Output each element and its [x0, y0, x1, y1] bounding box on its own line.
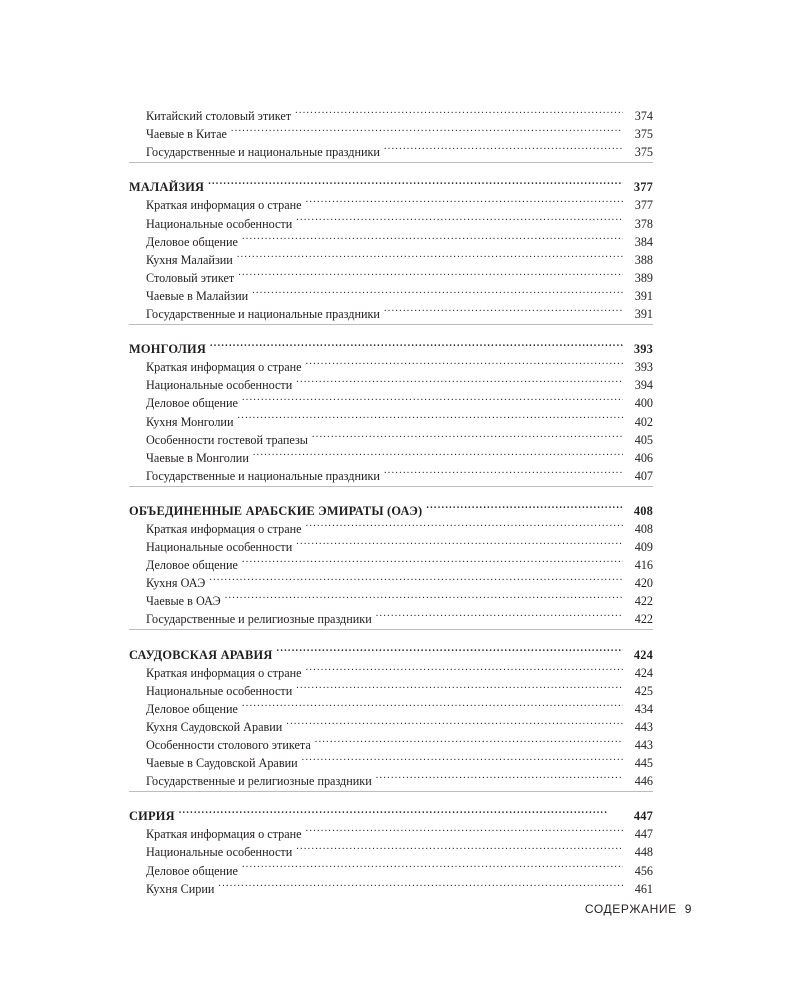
entry-title: Чаевые в Монголии [146, 450, 249, 465]
entry-page-number: 422 [634, 594, 653, 609]
dot-leader [209, 569, 623, 587]
entry-title: Краткая информация о стране [146, 521, 302, 536]
entry-title: Краткая информация о стране [146, 198, 302, 213]
chapter-page-number: 447 [633, 809, 653, 824]
dot-leader [242, 856, 623, 874]
entry-page-number: 400 [634, 396, 653, 411]
dot-leader [296, 209, 623, 227]
chapter-title: СИРИЯ [129, 809, 175, 824]
entry-title: Кухня Монголии [146, 414, 234, 429]
entry-title: Национальные особенности [146, 845, 293, 860]
entry-title: Кухня Малайзии [146, 252, 233, 267]
entry-title: Деловое общение [146, 558, 238, 573]
dot-leader [179, 802, 623, 820]
dot-leader [296, 838, 623, 856]
entry-page-number: 425 [634, 683, 653, 698]
dot-leader [306, 191, 623, 209]
dot-leader [312, 426, 623, 444]
footer-page-number: 9 [684, 902, 692, 916]
entry-page-number: 402 [634, 414, 653, 429]
entry-title: Государственные и национальные праздники [146, 468, 380, 483]
toc-chapter-entry[interactable] [129, 173, 653, 195]
entry-page-number: 447 [634, 827, 653, 842]
chapter-page-number: 377 [633, 180, 653, 195]
dot-leader [252, 282, 623, 300]
chapter-title: МАЛАЙЗИЯ [129, 180, 205, 195]
entry-title: Кухня Саудовской Аравии [146, 719, 283, 734]
entry-page-number: 434 [634, 701, 653, 716]
entry-title: Национальные особенности [146, 683, 293, 698]
entry-page-number: 461 [634, 881, 653, 896]
dot-leader [237, 246, 623, 264]
dot-leader [306, 353, 623, 371]
dot-leader [384, 138, 623, 156]
dot-leader [210, 335, 623, 353]
dot-leader [231, 120, 623, 138]
toc-chapter-entry[interactable] [129, 497, 653, 518]
entry-title: Особенности столового этикета [146, 738, 311, 752]
entry-page-number: 388 [634, 252, 653, 267]
entry-title: Деловое общение [146, 396, 238, 411]
entry-page-number: 420 [634, 576, 653, 591]
entry-title: Государственные и религиозные праздники [146, 612, 372, 627]
toc-chapter-entry[interactable] [129, 335, 653, 357]
dot-leader [306, 820, 623, 838]
dot-leader [277, 640, 623, 658]
dot-leader [296, 533, 623, 551]
entry-page-number: 448 [634, 845, 653, 860]
dot-leader [376, 605, 623, 623]
dot-leader [306, 515, 623, 533]
entry-page-number: 446 [634, 774, 653, 789]
entry-page-number: 443 [634, 719, 653, 734]
dot-leader [253, 444, 623, 462]
entry-page-number: 405 [634, 432, 653, 447]
entry-title: Кухня ОАЭ [146, 576, 206, 591]
entry-title: Государственные и религиозные праздники [146, 774, 372, 789]
entry-page-number: 422 [634, 612, 653, 627]
dot-leader [225, 587, 623, 605]
toc-chapter-entry[interactable] [129, 802, 653, 824]
entry-page-number: 391 [634, 307, 653, 322]
entry-page-number: 443 [634, 738, 653, 752]
toc-chapter-entry[interactable] [129, 640, 653, 662]
entry-title: Деловое общение [146, 701, 238, 716]
dot-leader [384, 462, 623, 480]
entry-title: Чаевые в Малайзии [146, 288, 249, 303]
toc-section [129, 335, 653, 487]
footer-running-title: СОДЕРЖАНИЕ [584, 902, 677, 916]
chapter-title: ОБЪЕДИНЕННЫЕ АРАБСКИЕ ЭМИРАТЫ (ОАЭ) [129, 503, 423, 518]
toc-entry[interactable] [129, 820, 653, 842]
dot-leader [242, 228, 623, 246]
chapter-page-number: 393 [633, 342, 653, 357]
page-footer [585, 902, 692, 916]
dot-leader [295, 102, 623, 120]
entry-title: Чаевые в Саудовской Аравии [146, 756, 298, 771]
entry-title: Национальные особенности [146, 378, 293, 393]
entry-title: Деловое общение [146, 863, 238, 878]
dot-leader [315, 731, 623, 749]
toc-section [129, 497, 653, 631]
entry-title: Китайский столовый этикет [146, 109, 292, 124]
entry-page-number: 424 [634, 665, 653, 680]
entry-page-number: 456 [634, 863, 653, 878]
entry-page-number: 384 [634, 234, 653, 249]
dot-leader [302, 749, 623, 767]
dot-leader [242, 695, 623, 713]
entry-title: Столовый этикет [146, 270, 235, 285]
entry-page-number: 389 [634, 270, 653, 285]
toc-section [129, 173, 653, 325]
dot-leader [242, 551, 623, 569]
entry-page-number: 445 [634, 756, 653, 771]
entry-page-number: 409 [634, 540, 653, 555]
table-of-contents [129, 102, 653, 909]
dot-leader [384, 300, 623, 318]
dot-leader [238, 264, 623, 282]
entry-title: Краткая информация о стране [146, 665, 302, 680]
toc-section [129, 640, 653, 792]
entry-page-number: 408 [634, 521, 653, 536]
entry-title: Особенности гостевой трапезы [146, 432, 308, 447]
entry-title: Краткая информация о стране [146, 827, 302, 842]
dot-leader [426, 497, 623, 515]
dot-leader [376, 767, 623, 785]
entry-page-number: 406 [634, 450, 653, 465]
entry-title: Деловое общение [146, 234, 238, 249]
entry-page-number: 378 [634, 216, 653, 231]
entry-title: Чаевые в ОАЭ [146, 594, 221, 609]
dot-leader [208, 173, 623, 191]
chapter-title: МОНГОЛИЯ [129, 342, 206, 357]
entry-title: Краткая информация о стране [146, 360, 302, 375]
entry-page-number: 377 [634, 198, 653, 213]
chapter-title: САУДОВСКАЯ АРАВИЯ [129, 647, 273, 662]
entry-title: Кухня Сирии [146, 881, 215, 896]
chapter-page-number: 408 [633, 503, 653, 518]
entry-title: Чаевые в Китае [146, 127, 227, 142]
dot-leader [242, 389, 623, 407]
entry-title: Национальные особенности [146, 216, 293, 231]
chapter-page-number: 424 [633, 647, 653, 662]
entry-page-number: 374 [634, 109, 653, 124]
entry-title: Государственные и национальные праздники [146, 307, 380, 322]
dot-leader [218, 875, 623, 893]
entry-page-number: 416 [634, 558, 653, 573]
toc-entry[interactable] [129, 102, 653, 124]
entry-page-number: 407 [634, 468, 653, 483]
dot-leader [306, 659, 623, 677]
entry-page-number: 375 [634, 127, 653, 142]
entry-page-number: 391 [634, 288, 653, 303]
dot-leader [286, 713, 623, 731]
entry-title: Национальные особенности [146, 540, 293, 555]
entry-title: Государственные и национальные праздники [146, 145, 380, 160]
dot-leader [237, 407, 623, 425]
entry-page-number: 394 [634, 378, 653, 393]
entry-page-number: 393 [634, 360, 653, 375]
dot-leader [296, 677, 623, 695]
entry-page-number: 375 [634, 145, 653, 160]
dot-leader [296, 371, 623, 389]
toc-section [129, 102, 653, 163]
toc-section [129, 802, 653, 898]
